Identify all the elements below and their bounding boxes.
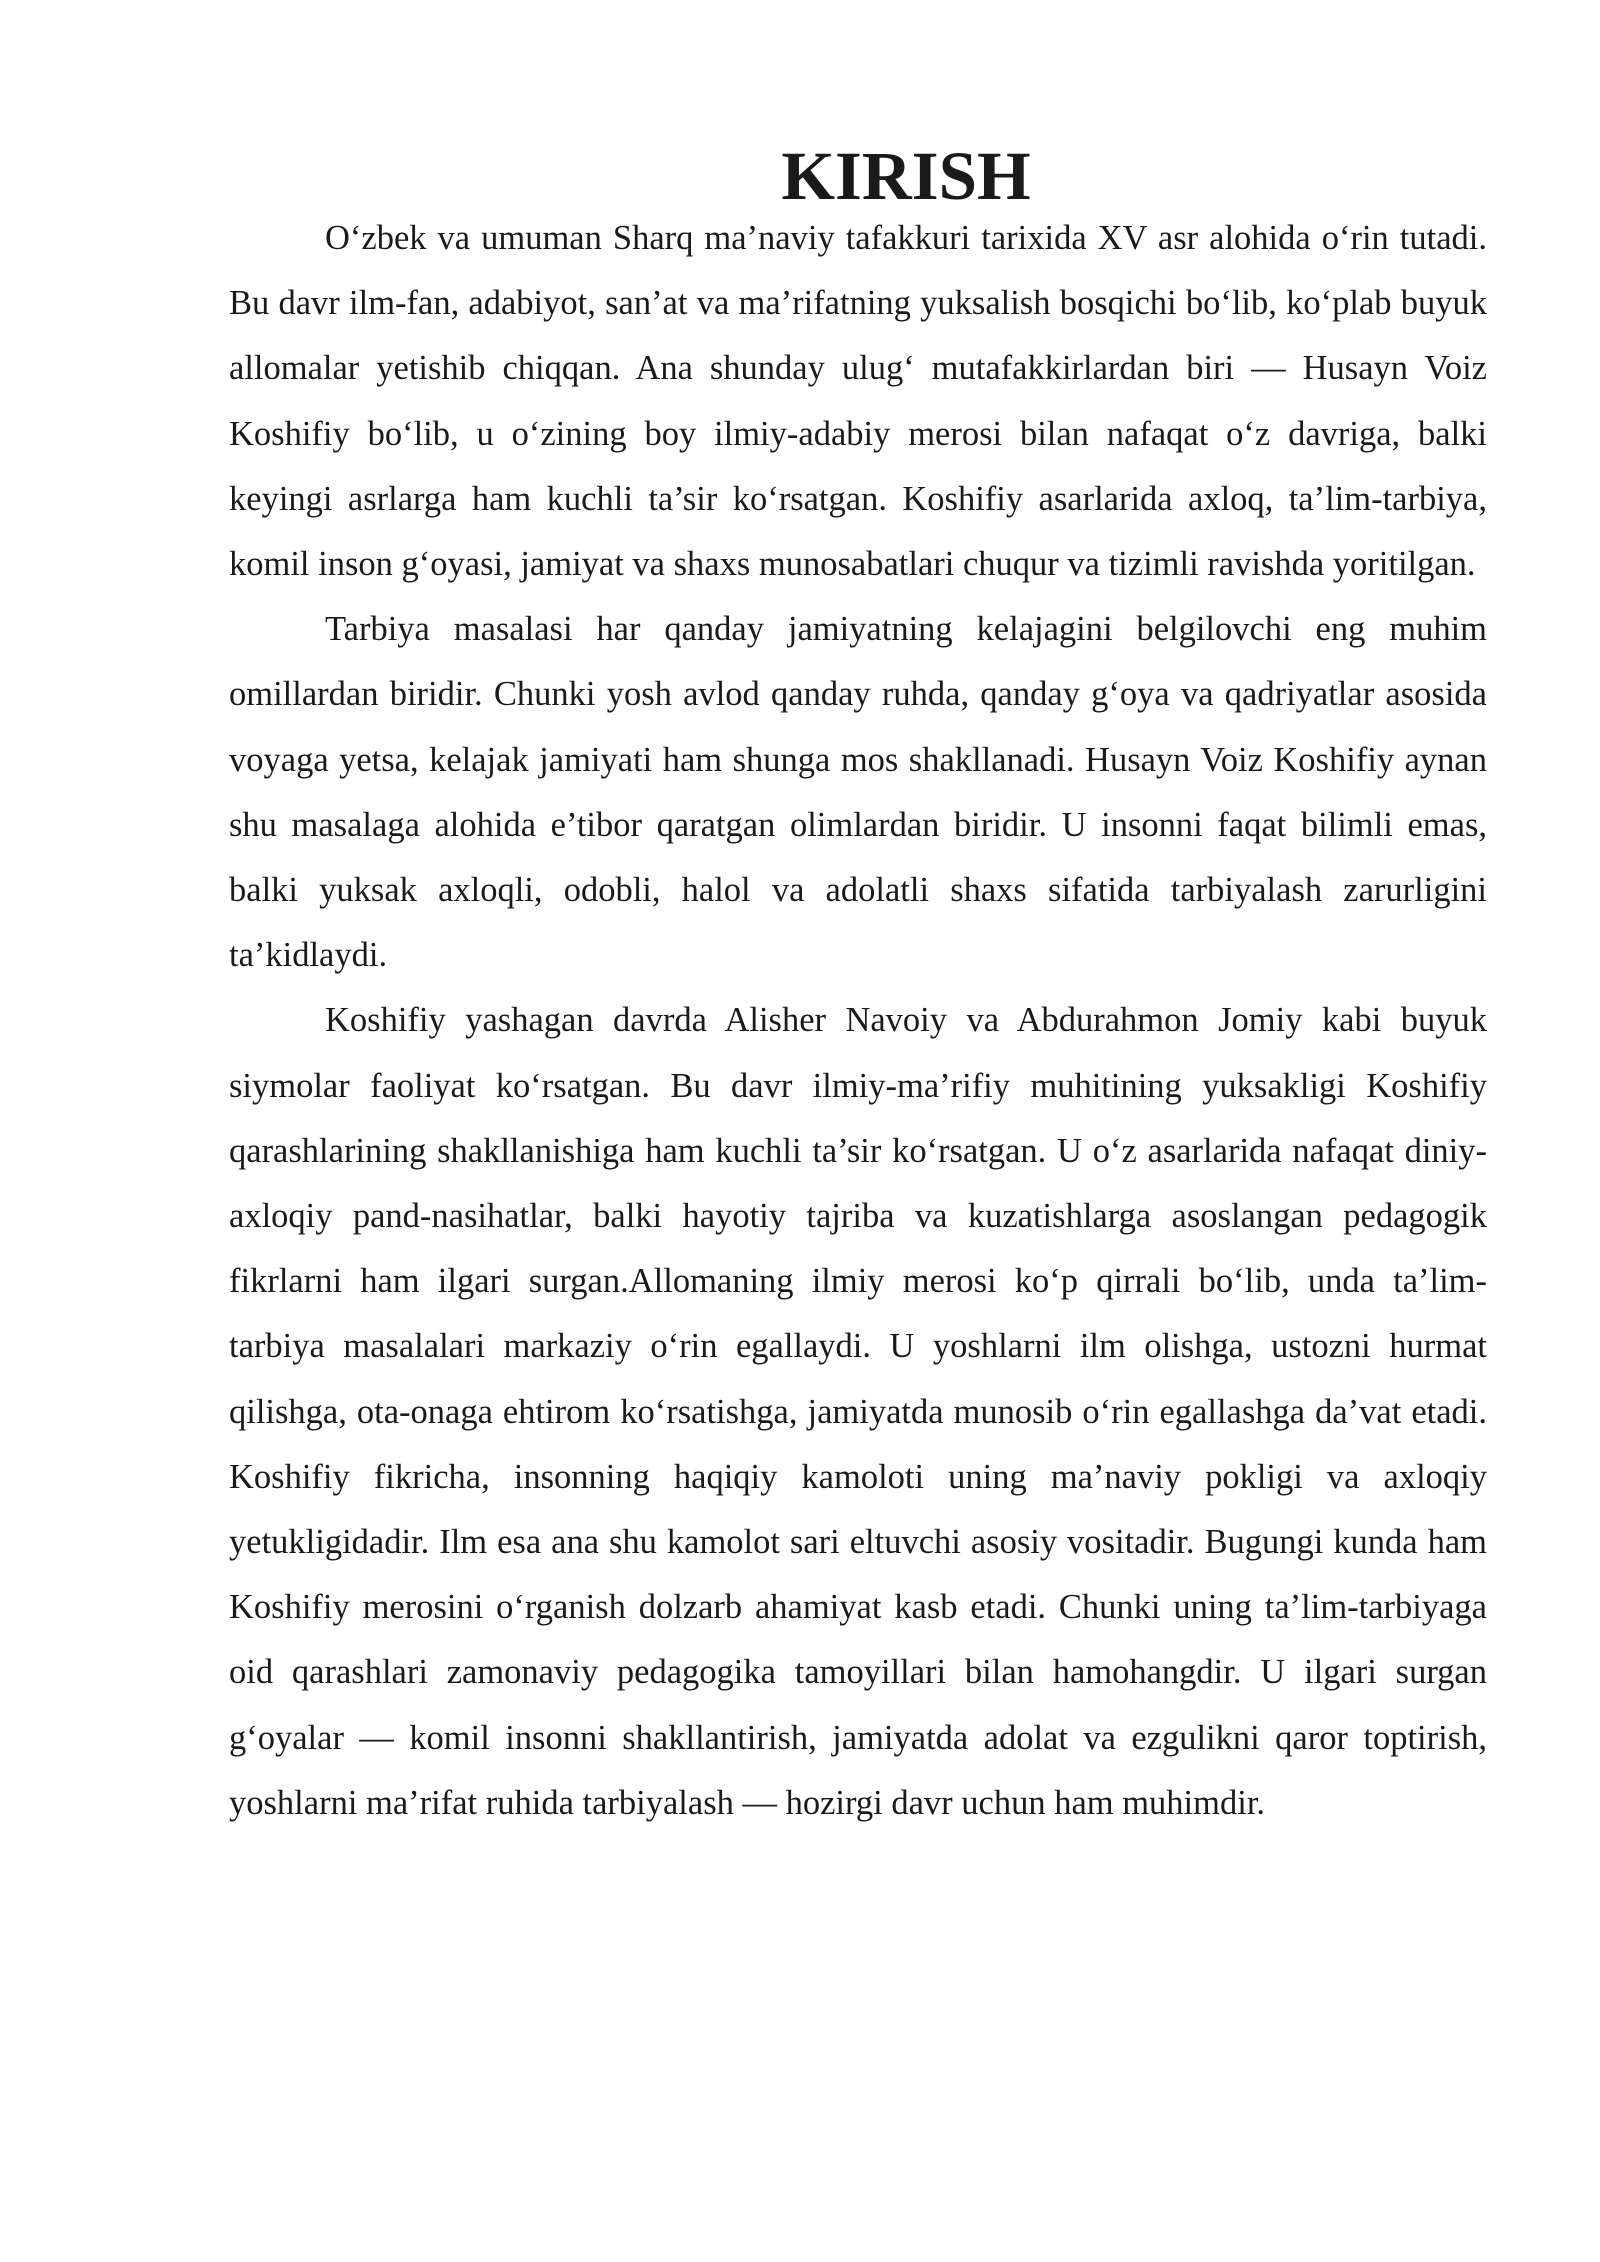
paragraph-3: Koshifiy yashagan davrda Alisher Navoiy va Abdurahmon Jomiy kabi buyuk siymolar faoliyat ko‘rsatgan. Bu davr ilmiy-ma’rifiy muhitining yuksakligi Koshifiy qarashlarining shakllanishiga ham kuchli ta’sir ko‘rsatgan. U o‘z asarlarida nafaqat diniy-axloqiy pand-nasihatlar, balki hayotiy tajriba va kuzatishlarga asoslangan pedagogik fikrlarni ham ilgari surgan.Allomaning ilmiy merosi ko‘p qirrali bo‘lib, unda ta’lim-tarbiya masalalari markaziy o‘rin egallaydi. U yoshlarni ilm olishga, ustozni hurmat qilishga, ota-onaga ehtirom ko‘rsatishga, jamiyatda munosib o‘rin egallashga da’vat etadi. Koshifiy fikricha, insonning haqiqiy kamoloti uning ma’naviy pokligi va axloqiy yetukligidadir. Ilm esa ana shu kamolot sari eltuvchi asosiy vositadir. Bugungi kunda ham Koshifiy merosini o‘rganish dolzarb ahamiyat kasb etadi. Chunki uning ta’lim-tarbiyaga oid qarashlari zamonaviy pedagogika tamoyillari bilan hamohangdir. U ilgari surgan g‘oyalar — komil insonni shakllantirish, jamiyatda adolat va ezgulikni qaror toptirish, yoshlarni ma’rifat ruhida tarbiyalash — hozirgi davr uchun ham muhimdir. (229, 1001, 1487, 1822)
paragraph-2: Tarbiya masalasi har qanday jamiyatning kelajagini belgilovchi eng muhim omillardan biridir. Chunki yosh avlod qanday ruhda, qanday g‘oya va qadriyatlar asosida voyaga yetsa, kelajak jamiyati ham shunga mos shakllanadi. Husayn Voiz Koshifiy aynan shu masalaga alohida e’tibor qaratgan olimlardan biridir. U insonni faqat bilimli emas, balki yuksak axloqli, odobli, halol va adolatli shaxs sifatida tarbiyalash zarurligini ta’kidlaydi. (229, 610, 1487, 975)
paragraph-1: O‘zbek va umuman Sharq ma’naviy tafakkuri tarixida XV asr alohida o‘rin tutadi. Bu davr ilm-fan, adabiyot, san’at va ma’rifatning yuksalish bosqichi bo‘lib, ko‘plab buyuk allomalar yetishib chiqqan. Ana shunday ulug‘ mutafakkirlardan biri — Husayn Voiz Koshifiy bo‘lib, u o‘zining boy ilmiy-adabiy merosi bilan nafaqat o‘z davriga, balki keyingi asrlarga ham kuchli ta’sir ko‘rsatgan. Koshifiy asarlarida axloq, ta’lim-tarbiya, komil inson g‘oyasi, jamiyat va shaxs munosabatlari chuqur va tizimli ravishda yoritilgan. (229, 219, 1487, 584)
document-body (229, 138, 1487, 1836)
page-title: KIRISH (781, 138, 1031, 214)
